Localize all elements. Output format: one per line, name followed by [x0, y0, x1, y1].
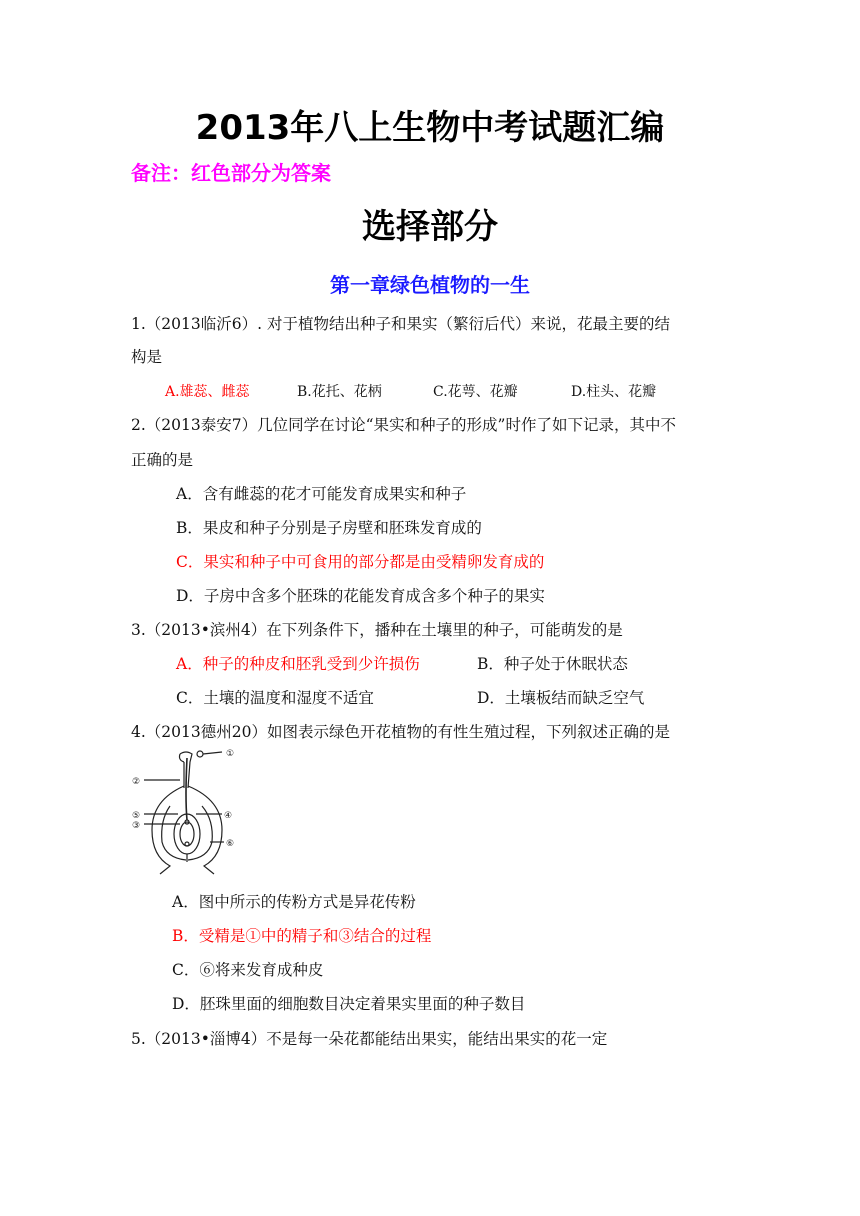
question-3-option-a: A．种子的种皮和胚乳受到少许损伤 [176, 655, 420, 673]
question-4-option-b: B．受精是①中的精子和③结合的过程 [172, 927, 432, 945]
question-4-option-a: A．图中所示的传粉方式是异花传粉 [172, 893, 416, 911]
document-title: 2013年八上生物中考试题汇编 [195, 108, 665, 148]
question-1-option-b: B.花托、花柄 [297, 384, 382, 400]
question-2-option-b: B．果皮和种子分别是子房壁和胚珠发育成的 [176, 519, 482, 537]
question-1-stem-cont: 构是 [131, 348, 163, 366]
section-heading: 选择部分 [362, 207, 498, 247]
question-1-stem: 1.（2013临沂6）. 对于植物结出种子和果实（繁衍后代）来说，花最主要的结 [131, 315, 670, 333]
question-3-option-d: D．土壤板结而缺乏空气 [477, 689, 645, 707]
question-2-stem-cont: 正确的是 [131, 451, 194, 469]
question-2-option-c: C．果实和种子中可食用的部分都是由受精卵发育成的 [176, 553, 545, 571]
question-1-option-c: C.花萼、花瓣 [433, 384, 518, 400]
question-2-option-d: D．子房中含多个胚珠的花能发育成含多个种子的果实 [176, 587, 545, 605]
diagram-label-1: ① [226, 749, 235, 759]
diagram-label-2: ② [132, 777, 141, 787]
diagram-label-5: ⑤ [132, 811, 141, 821]
diagram-label-6: ⑥ [226, 839, 235, 849]
question-3-stem: 3.（2013•滨州4）在下列条件下，播种在土壤里的种子，可能萌发的是 [131, 621, 623, 639]
question-4-option-d: D．胚珠里面的细胞数目决定着果实里面的种子数目 [172, 995, 526, 1013]
question-5-stem: 5.（2013•淄博4）不是每一朵花都能结出果实，能结出果实的花一定 [131, 1030, 608, 1048]
question-4-option-c: C．⑥将来发育成种皮 [172, 961, 324, 979]
question-2-stem: 2.（2013泰安7）几位同学在讨论“果实和种子的形成”时作了如下记录，其中不 [131, 416, 676, 434]
chapter-heading: 第一章绿色植物的一生 [330, 273, 530, 297]
question-3-option-c: C．土壤的温度和湿度不适宜 [176, 689, 374, 707]
diagram-label-4: ④ [224, 811, 233, 821]
flower-fertilization-diagram [130, 748, 248, 880]
question-1-option-d: D.柱头、花瓣 [571, 384, 657, 400]
question-2-option-a: A．含有雌蕊的花才可能发育成果实和种子 [176, 485, 467, 503]
question-3-option-b: B．种子处于休眠状态 [477, 655, 628, 673]
answer-note: 备注：红色部分为答案 [131, 161, 331, 185]
diagram-label-3: ③ [132, 821, 141, 831]
question-1-option-a: A.雄蕊、雌蕊 [165, 384, 250, 400]
question-4-stem: 4.（2013德州20）如图表示绿色开花植物的有性生殖过程，下列叙述正确的是 [131, 723, 670, 741]
